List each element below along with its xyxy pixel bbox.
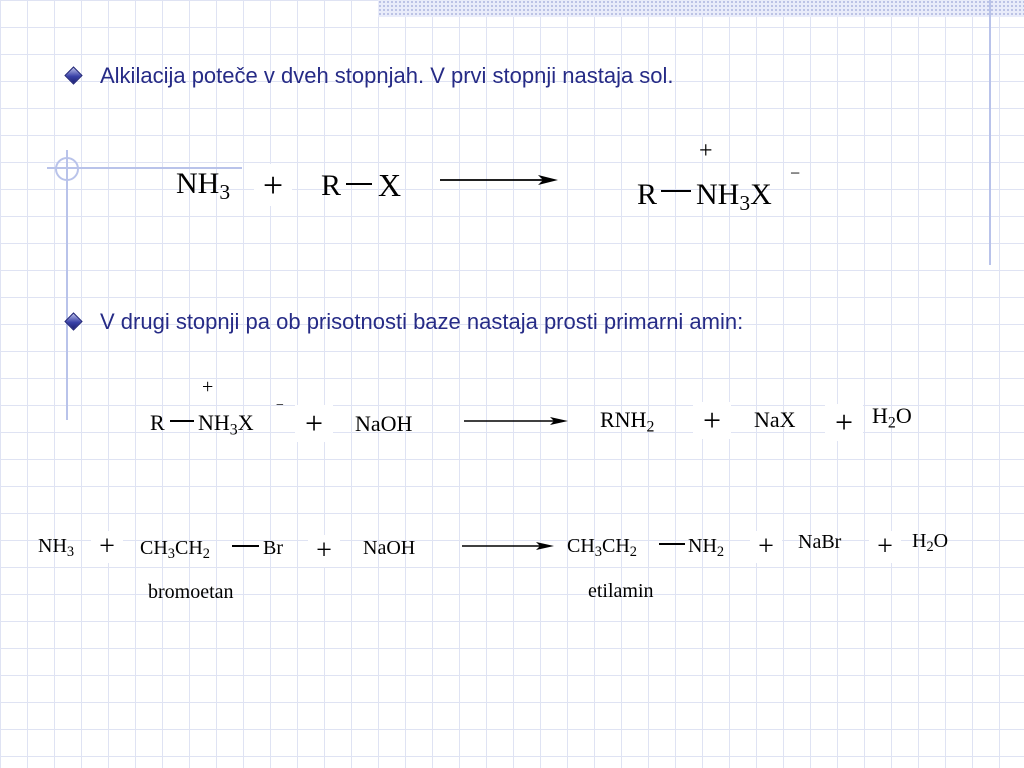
reaction1-r: R [321,169,342,202]
reaction3-ethylamine-bond [659,543,685,545]
reaction3-nh3: $NH_3$ [38,535,75,561]
reaction1-product-charge-plus: + [699,138,713,164]
reaction3-plus-1: + [91,531,123,563]
reaction2-reactant-charge-minus: − [276,398,284,413]
reaction3-bromoethane-bond [232,545,259,547]
reaction3-plus-2: + [308,535,340,567]
reaction2-nax: NaX [754,407,796,432]
reaction3-plus-4: + [869,531,901,563]
reaction2-reactant-bond [170,420,194,422]
reaction1-x: X [378,167,402,203]
reaction1-product-bond [661,190,691,192]
bullet-text-1: Alkilacija poteče v dveh stopnjah. V prvi stopnji nastaja sol. [100,63,674,88]
reaction3-naoh: NaOH [363,537,416,559]
reaction1-product-nh3x: $NH_3X$ [696,178,772,216]
reaction2-plus-3: + [825,404,863,441]
reaction3-ethylamine-name: etilamin [588,580,654,602]
reaction3-water: $H_2O$ [912,530,949,556]
reaction2-rnh2: $RNH_2$ [600,407,655,436]
reaction3-arrow [462,539,556,553]
reaction2-reactant-charge-plus: + [202,376,214,398]
reaction2-reactant-nh3x: $NH_3X$ [198,410,254,439]
bullet-text-2: V drugi stopnji pa ob prisotnosti baze nastaja prosti primarni amin: [100,309,744,334]
reaction1-plus: + [254,164,292,206]
reaction2-water: $H_2O$ [872,403,912,432]
reaction2-plus-1: + [295,405,333,442]
reaction3-bromoethane: $CH_3CH_2$ [140,537,210,563]
reaction3-ethylamine: $CH_3CH_2$ [567,535,637,561]
reaction2-arrow [464,414,570,428]
decor-circle [55,157,79,181]
reaction3-nabr: NaBr [798,531,842,553]
left-decor-line [66,150,68,420]
reaction3-bromoethane-name: bromoetan [148,581,234,603]
reaction2-plus-2: + [693,402,731,439]
reaction2-naoh: NaOH [355,411,413,436]
right-decor-line [989,0,991,265]
reaction1-product-r: R [637,178,658,211]
reaction3-br: Br [263,537,283,559]
reaction1-product-charge-minus: − [790,163,801,183]
reaction3-ethylamine-nh2: $NH_2$ [688,535,725,561]
reaction2-reactant-r: R [150,410,165,435]
top-decor-band [378,0,1024,17]
bullet-diamond-icon [64,66,82,84]
reaction3-plus-3: + [750,531,782,563]
reaction1-arrow [440,172,560,188]
reaction1-nh3: $NH_3$ [176,167,231,205]
reaction1-bond [346,183,372,185]
